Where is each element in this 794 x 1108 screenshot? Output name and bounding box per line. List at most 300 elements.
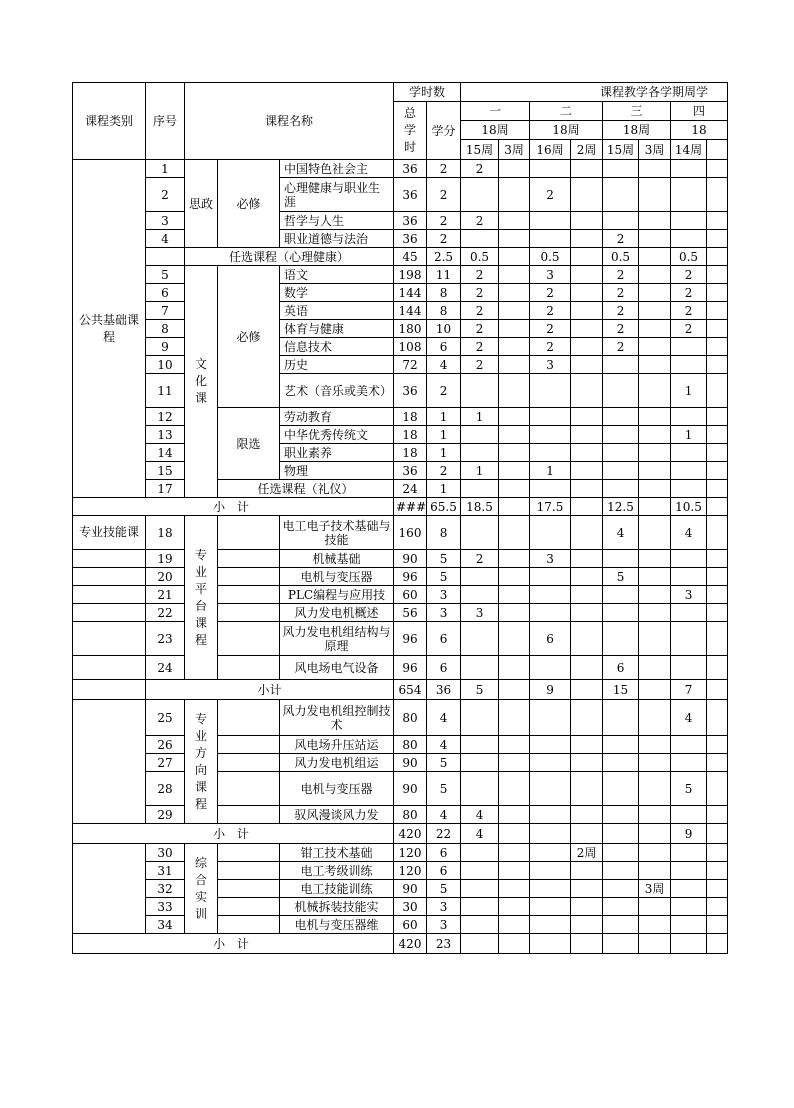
- seq-cell: 22: [146, 604, 185, 622]
- semester-value-cell: [603, 806, 639, 824]
- semester-value-cell: [571, 516, 603, 550]
- semester-value-cell: 2: [603, 320, 639, 338]
- total-hours-cell: 80: [394, 806, 427, 824]
- type-sizheng-required: 必修: [218, 160, 280, 248]
- credits-cell: 2: [427, 374, 461, 408]
- credits-cell: 3: [427, 898, 461, 916]
- course-name-cell: 机械基础: [280, 550, 394, 568]
- subgroup-cell: [218, 604, 280, 622]
- semester-value-cell: [530, 212, 571, 230]
- semester-value-cell: [499, 178, 530, 212]
- semester-value-cell: 4: [461, 806, 499, 824]
- total-hours-cell: 36: [394, 230, 427, 248]
- seq-cell: 27: [146, 754, 185, 772]
- seq-cell: 13: [146, 426, 185, 444]
- semester-value-cell: 2: [461, 338, 499, 356]
- total-hours-cell: 90: [394, 550, 427, 568]
- table-row: [73, 338, 728, 356]
- semester-value-cell: [639, 862, 671, 880]
- semester-value-cell: [707, 568, 728, 586]
- table-row: [73, 604, 728, 622]
- header-weeks-2: 18周: [530, 121, 603, 140]
- semester-value-cell: [671, 898, 707, 916]
- seq-cell: 26: [146, 736, 185, 754]
- category-cell: [73, 680, 146, 700]
- semester-value-cell: [707, 880, 728, 898]
- semester-value-cell: [639, 284, 671, 302]
- course-name-cell: 信息技术: [280, 338, 394, 356]
- semester-value-cell: [499, 338, 530, 356]
- semester-value-cell: [707, 656, 728, 680]
- semester-value-cell: [571, 356, 603, 374]
- semester-value-cell: 9: [530, 680, 571, 700]
- course-name-cell: 英语: [280, 302, 394, 320]
- header-semester-2: 二: [530, 102, 603, 121]
- semester-value-cell: [499, 248, 530, 266]
- course-name-cell: 电机与变压器: [280, 772, 394, 806]
- semester-value-cell: [639, 736, 671, 754]
- semester-value-cell: 3周: [639, 880, 671, 898]
- semester-value-cell: 2: [461, 212, 499, 230]
- course-name-cell: 风电场电气设备: [280, 656, 394, 680]
- course-name-cell: 风力发电机组运: [280, 754, 394, 772]
- category-cell: [73, 844, 146, 934]
- category-public: 公共基础课程: [73, 160, 146, 498]
- semester-value-cell: [530, 426, 571, 444]
- semester-value-cell: [499, 444, 530, 462]
- semester-value-cell: [499, 656, 530, 680]
- semester-value-cell: [571, 302, 603, 320]
- semester-value-cell: [671, 408, 707, 426]
- semester-value-cell: [461, 426, 499, 444]
- credits-cell: 2: [427, 212, 461, 230]
- course-name-cell: 物理: [280, 462, 394, 480]
- group-wenhua-text: 文化课: [194, 357, 207, 405]
- total-hours-cell: 108: [394, 338, 427, 356]
- semester-value-cell: [639, 680, 671, 700]
- semester-value-cell: 2: [603, 284, 639, 302]
- credits-cell: 6: [427, 862, 461, 880]
- semester-value-cell: [571, 772, 603, 806]
- semester-value-cell: 1: [671, 374, 707, 408]
- semester-value-cell: [603, 772, 639, 806]
- semester-value-cell: 9: [671, 824, 707, 844]
- table-body: [73, 83, 728, 954]
- semester-value-cell: [603, 550, 639, 568]
- subtotal-label: 小 计: [73, 824, 394, 844]
- header-total-hours: [394, 102, 427, 160]
- total-hours-cell: 420: [394, 934, 427, 954]
- semester-value-cell: [639, 824, 671, 844]
- semester-value-cell: [603, 160, 639, 178]
- seq-cell: [146, 248, 185, 266]
- course-name-cell: 电机与变压器维: [280, 916, 394, 934]
- semester-value-cell: [530, 604, 571, 622]
- semester-value-cell: [707, 356, 728, 374]
- credits-cell: 4: [427, 806, 461, 824]
- semester-value-cell: [530, 480, 571, 498]
- credits-cell: 8: [427, 302, 461, 320]
- subgroup-cell: [218, 754, 280, 772]
- semester-value-cell: [707, 862, 728, 880]
- semester-value-cell: [571, 898, 603, 916]
- semester-value-cell: [571, 444, 603, 462]
- seq-cell: 24: [146, 656, 185, 680]
- semester-value-cell: [639, 806, 671, 824]
- semester-value-cell: [707, 408, 728, 426]
- seq-cell: 30: [146, 844, 185, 862]
- credits-cell: 1: [427, 426, 461, 444]
- semester-value-cell: [499, 916, 530, 934]
- course-name-cell: 电工电子技术基础与技能: [280, 516, 394, 550]
- seq-cell: 32: [146, 880, 185, 898]
- semester-value-cell: [603, 862, 639, 880]
- seq-cell: 2: [146, 178, 185, 212]
- total-hours-cell: 36: [394, 212, 427, 230]
- credits-cell: 23: [427, 934, 461, 954]
- semester-value-cell: 2: [461, 284, 499, 302]
- course-name-cell: 电机与变压器: [280, 568, 394, 586]
- semester-value-cell: [461, 586, 499, 604]
- semester-value-cell: [603, 622, 639, 656]
- semester-value-cell: [530, 444, 571, 462]
- table-row: [73, 898, 728, 916]
- semester-value-cell: [639, 916, 671, 934]
- semester-value-cell: [707, 934, 728, 954]
- semester-value-cell: [639, 374, 671, 408]
- table-row: [73, 302, 728, 320]
- semester-value-cell: [499, 772, 530, 806]
- semester-value-cell: [639, 604, 671, 622]
- semester-value-cell: [571, 700, 603, 736]
- semester-value-cell: [530, 568, 571, 586]
- credits-cell: 22: [427, 824, 461, 844]
- table-row: [73, 444, 728, 462]
- credits-cell: 6: [427, 338, 461, 356]
- semester-value-cell: [707, 844, 728, 862]
- table-row: [73, 284, 728, 302]
- credits-cell: 3: [427, 916, 461, 934]
- subgroup-cell: [218, 880, 280, 898]
- semester-value-cell: 3: [671, 586, 707, 604]
- credits-cell: 5: [427, 550, 461, 568]
- semester-value-cell: [707, 550, 728, 568]
- semester-value-cell: 15: [603, 680, 639, 700]
- semester-value-cell: [639, 302, 671, 320]
- total-hours-cell: 420: [394, 824, 427, 844]
- semester-value-cell: [671, 568, 707, 586]
- header-category: 课程类别: [73, 83, 146, 160]
- semester-value-cell: 3: [530, 266, 571, 284]
- semester-value-cell: 1: [671, 426, 707, 444]
- seq-cell: 17: [146, 480, 185, 498]
- curriculum-sheet: [72, 82, 709, 963]
- semester-value-cell: [707, 498, 728, 516]
- group-wenhua: [185, 266, 218, 498]
- semester-value-cell: [671, 604, 707, 622]
- semester-value-cell: [707, 586, 728, 604]
- semester-value-cell: [603, 754, 639, 772]
- seq-cell: 34: [146, 916, 185, 934]
- semester-value-cell: [461, 754, 499, 772]
- semester-value-cell: [707, 230, 728, 248]
- seq-cell: 7: [146, 302, 185, 320]
- semester-value-cell: [671, 736, 707, 754]
- semester-value-cell: [499, 568, 530, 586]
- header-credits: 学分: [427, 102, 461, 160]
- semester-value-cell: [530, 934, 571, 954]
- total-hours-cell: 144: [394, 302, 427, 320]
- semester-value-cell: [707, 898, 728, 916]
- total-hours-cell: ###: [394, 498, 427, 516]
- semester-value-cell: 2: [530, 284, 571, 302]
- header-subweek: 3周: [639, 140, 671, 160]
- course-name-cell: 数学: [280, 284, 394, 302]
- table-row: [73, 212, 728, 230]
- semester-value-cell: 4: [671, 516, 707, 550]
- credits-cell: 65.5: [427, 498, 461, 516]
- table-row: [73, 736, 728, 754]
- semester-value-cell: [530, 916, 571, 934]
- semester-value-cell: [571, 622, 603, 656]
- credits-cell: 3: [427, 604, 461, 622]
- subgroup-cell: [218, 916, 280, 934]
- group-platform-text: 专业平台课程: [194, 547, 207, 647]
- credits-cell: 1: [427, 480, 461, 498]
- total-hours-cell: 56: [394, 604, 427, 622]
- semester-value-cell: [603, 462, 639, 480]
- semester-value-cell: [571, 426, 603, 444]
- total-hours-cell: 30: [394, 898, 427, 916]
- semester-value-cell: [603, 444, 639, 462]
- credits-cell: 2.5: [427, 248, 461, 266]
- semester-value-cell: 2: [461, 550, 499, 568]
- semester-value-cell: 2: [530, 178, 571, 212]
- semester-value-cell: 2: [603, 302, 639, 320]
- semester-value-cell: [530, 844, 571, 862]
- group-training: [185, 844, 218, 934]
- semester-value-cell: [499, 374, 530, 408]
- semester-value-cell: 4: [671, 700, 707, 736]
- group-direction: [185, 700, 218, 824]
- table-row: [73, 862, 728, 880]
- semester-value-cell: 2: [671, 302, 707, 320]
- semester-value-cell: [530, 898, 571, 916]
- semester-value-cell: [671, 844, 707, 862]
- semester-value-cell: [499, 212, 530, 230]
- total-hours-cell: 36: [394, 374, 427, 408]
- semester-value-cell: [530, 374, 571, 408]
- total-hours-cell: 72: [394, 356, 427, 374]
- semester-value-cell: [499, 736, 530, 754]
- semester-value-cell: 0.5: [603, 248, 639, 266]
- semester-value-cell: [671, 880, 707, 898]
- credits-cell: 2: [427, 160, 461, 178]
- header-semester-group: [461, 83, 728, 102]
- credits-cell: 6: [427, 622, 461, 656]
- semester-value-cell: [639, 248, 671, 266]
- course-name-cell: 劳动教育: [280, 408, 394, 426]
- semester-value-cell: [603, 408, 639, 426]
- course-name-cell: 体育与健康: [280, 320, 394, 338]
- credits-cell: 36: [427, 680, 461, 700]
- category-cell: [73, 586, 146, 604]
- header-seq: 序号: [146, 83, 185, 160]
- semester-value-cell: [499, 160, 530, 178]
- semester-value-cell: [671, 178, 707, 212]
- credits-cell: 3: [427, 586, 461, 604]
- total-hours-cell: 60: [394, 916, 427, 934]
- semester-value-cell: [571, 604, 603, 622]
- semester-value-cell: [639, 426, 671, 444]
- seq-cell: 20: [146, 568, 185, 586]
- semester-value-cell: [707, 178, 728, 212]
- semester-value-cell: 5: [671, 772, 707, 806]
- semester-value-cell: [707, 806, 728, 824]
- subtotal-label: 小计: [146, 680, 394, 700]
- semester-value-cell: [603, 844, 639, 862]
- semester-value-cell: [499, 824, 530, 844]
- semester-value-cell: [639, 408, 671, 426]
- course-name-cell: 哲学与人生: [280, 212, 394, 230]
- semester-value-cell: [639, 754, 671, 772]
- semester-value-cell: [707, 374, 728, 408]
- table-row: [73, 248, 728, 266]
- semester-value-cell: 4: [461, 824, 499, 844]
- semester-value-cell: [499, 844, 530, 862]
- semester-value-cell: [707, 622, 728, 656]
- table-row: [73, 806, 728, 824]
- semester-value-cell: [571, 374, 603, 408]
- subgroup-cell: [218, 806, 280, 824]
- semester-value-cell: 2: [603, 266, 639, 284]
- semester-value-cell: [571, 178, 603, 212]
- seq-cell: 11: [146, 374, 185, 408]
- category-cell: [73, 550, 146, 568]
- total-hours-cell: 36: [394, 178, 427, 212]
- total-hours-cell: 45: [394, 248, 427, 266]
- table-row: [73, 266, 728, 284]
- seq-cell: 33: [146, 898, 185, 916]
- total-hours-cell: 90: [394, 754, 427, 772]
- group-platform: [185, 516, 218, 680]
- seq-cell: 31: [146, 862, 185, 880]
- header-weeks-1: 18周: [461, 121, 530, 140]
- semester-value-cell: 2: [461, 356, 499, 374]
- semester-value-cell: [499, 550, 530, 568]
- table-row: [73, 550, 728, 568]
- subgroup-cell: [218, 700, 280, 736]
- semester-value-cell: [639, 772, 671, 806]
- table-row: [73, 916, 728, 934]
- semester-value-cell: [461, 374, 499, 408]
- semester-value-cell: [499, 498, 530, 516]
- semester-value-cell: 2: [671, 320, 707, 338]
- semester-value-cell: [639, 844, 671, 862]
- semester-value-cell: [603, 374, 639, 408]
- semester-value-cell: [707, 680, 728, 700]
- semester-value-cell: [499, 516, 530, 550]
- semester-value-cell: [571, 934, 603, 954]
- credits-cell: 2: [427, 462, 461, 480]
- semester-value-cell: [530, 516, 571, 550]
- seq-cell: 28: [146, 772, 185, 806]
- semester-value-cell: [530, 754, 571, 772]
- semester-value-cell: [639, 898, 671, 916]
- credits-cell: 2: [427, 178, 461, 212]
- semester-value-cell: 10.5: [671, 498, 707, 516]
- table-row: [73, 230, 728, 248]
- course-name-cell: 驭风漫谈风力发: [280, 806, 394, 824]
- semester-value-cell: [499, 622, 530, 656]
- semester-value-cell: [461, 772, 499, 806]
- course-name-cell: 任选课程（礼仪）: [218, 480, 394, 498]
- table-row: [73, 374, 728, 408]
- total-hours-cell: 180: [394, 320, 427, 338]
- semester-value-cell: [639, 178, 671, 212]
- semester-value-cell: [571, 550, 603, 568]
- subgroup-cell: [218, 656, 280, 680]
- total-hours-cell: 18: [394, 444, 427, 462]
- table-row: [73, 586, 728, 604]
- semester-value-cell: [603, 898, 639, 916]
- credits-cell: 1: [427, 408, 461, 426]
- total-hours-cell: 96: [394, 622, 427, 656]
- course-name-cell: 语文: [280, 266, 394, 284]
- semester-value-cell: 6: [530, 622, 571, 656]
- credits-cell: 10: [427, 320, 461, 338]
- credits-cell: 5: [427, 880, 461, 898]
- semester-value-cell: [499, 862, 530, 880]
- table-row: [73, 754, 728, 772]
- semester-value-cell: [571, 806, 603, 824]
- semester-value-cell: 12.5: [603, 498, 639, 516]
- semester-value-cell: [639, 934, 671, 954]
- semester-value-cell: [571, 880, 603, 898]
- table-row: [73, 680, 728, 700]
- semester-value-cell: [461, 736, 499, 754]
- semester-value-cell: [499, 680, 530, 700]
- semester-value-cell: [461, 516, 499, 550]
- semester-value-cell: [639, 516, 671, 550]
- semester-value-cell: [707, 754, 728, 772]
- subgroup-cell: [218, 550, 280, 568]
- semester-value-cell: [499, 426, 530, 444]
- header-subweek: 16周: [530, 140, 571, 160]
- semester-value-cell: 7: [671, 680, 707, 700]
- seq-cell: 12: [146, 408, 185, 426]
- semester-value-cell: [707, 444, 728, 462]
- semester-value-cell: [461, 880, 499, 898]
- semester-value-cell: [571, 408, 603, 426]
- semester-value-cell: [571, 862, 603, 880]
- course-name-cell: 机械拆装技能实: [280, 898, 394, 916]
- semester-value-cell: [571, 160, 603, 178]
- semester-value-cell: [671, 462, 707, 480]
- semester-value-cell: [571, 248, 603, 266]
- total-hours-cell: 144: [394, 284, 427, 302]
- table-row: [73, 178, 728, 212]
- table-row: [73, 320, 728, 338]
- total-hours-cell: 24: [394, 480, 427, 498]
- total-hours-cell: 120: [394, 844, 427, 862]
- credits-cell: 4: [427, 356, 461, 374]
- header-hours-group: 学时数: [394, 83, 461, 102]
- credits-cell: 8: [427, 516, 461, 550]
- semester-value-cell: [530, 824, 571, 844]
- semester-value-cell: [707, 824, 728, 844]
- total-hours-cell: 90: [394, 772, 427, 806]
